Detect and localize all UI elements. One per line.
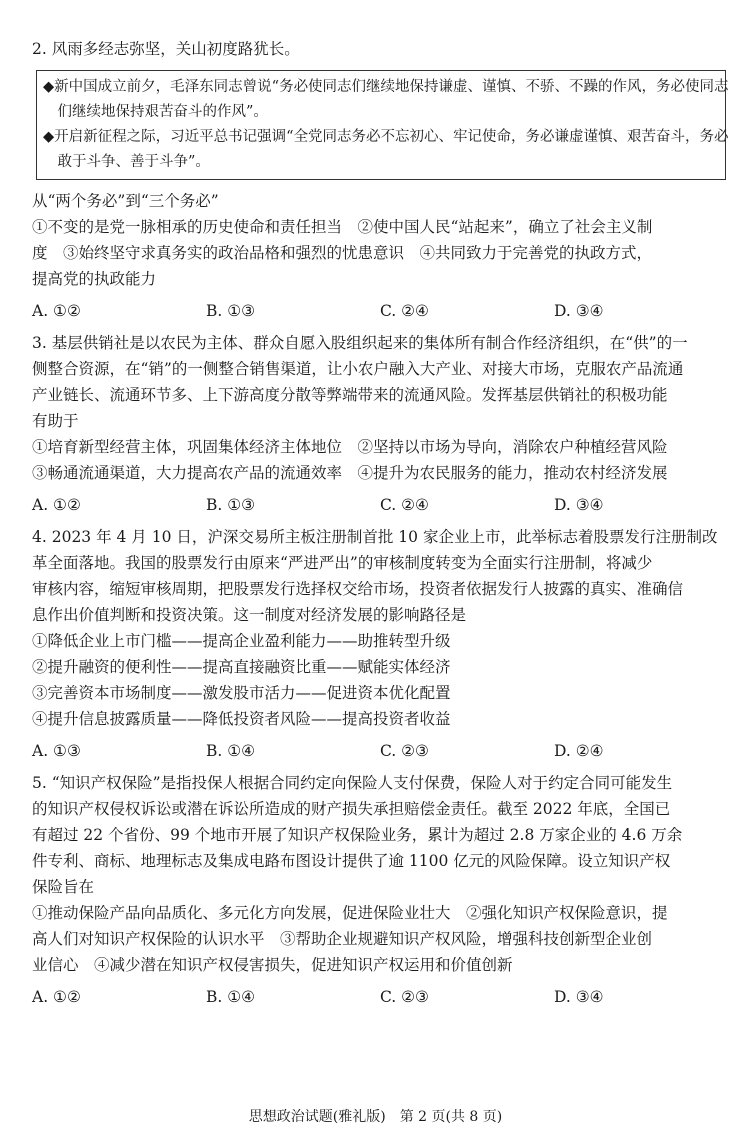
question-4-option: ①降低企业上市门槛——提高企业盈利能力——助推转型升级 xyxy=(32,632,451,650)
question-3-line: 产业链长、流通环节多、上下游高度分散等弊端带来的流通风险。发挥基层供销社的积极功能 xyxy=(32,386,668,404)
choice-d[interactable]: D. ③④ xyxy=(554,496,604,514)
question-4-choices xyxy=(32,738,737,766)
choice-c[interactable]: C. ②③ xyxy=(380,988,429,1006)
question-3-line: 3. 基层供销社是以农民为主体、群众自愿入股组织起来的集体所有制合作经济组织，在“供”的一 xyxy=(32,334,688,352)
choice-d[interactable]: D. ③④ xyxy=(554,988,604,1006)
question-4-option: ②提升融资的便利性——提高直接融资比重——赋能实体经济 xyxy=(32,658,451,676)
question-5-line: 5. “知识产权保险”是指投保人根据合同约定向保险人支付保费，保险人对于约定合同可能发生 xyxy=(32,774,673,792)
question-4-line: 审核内容，缩短审核周期，把股票发行选择权交给市场，投资者依据发行人披露的真实、准确信 xyxy=(32,580,684,598)
choice-c[interactable]: C. ②④ xyxy=(380,302,429,320)
question-5-option: ①推动保险产品向品质化、多元化方向发展，促进保险业壮大 ②强化知识产权保险意识，提 xyxy=(32,904,668,922)
question-5-line: 保险旨在 xyxy=(32,878,95,896)
question-4-option: ④提升信息披露质量——降低投资者风险——提高投资者收益 xyxy=(32,710,451,728)
choice-b[interactable]: B. ①④ xyxy=(206,742,256,760)
choice-c[interactable]: C. ②④ xyxy=(380,496,429,514)
question-4-line: 4. 2023 年 4 月 10 日，沪深交易所主板注册制首批 10 家企业上市，此举标志着股票发行注册制改 xyxy=(32,528,718,546)
question-2-choices xyxy=(32,298,737,326)
question-3 xyxy=(32,330,737,520)
question-5-option: 高人们对知识产权保险的认识水平 ③帮助企业规避知识产权风险，增强科技创新型企业创 xyxy=(32,930,653,948)
choice-a[interactable]: A. ①③ xyxy=(32,742,81,760)
quote-line: 敢于斗争、善于斗争”。 xyxy=(43,154,210,170)
question-4-line: 革全面落地。我国的股票发行由原来“严进严出”的审核制度转变为全面实行注册制，将减少 xyxy=(32,554,653,572)
choice-a[interactable]: A. ①② xyxy=(32,302,81,320)
question-5-line: 的知识产权侵权诉讼或潜在诉讼所造成的财产损失承担赔偿金责任。截至 2022 年底，全国已 xyxy=(32,800,671,818)
choice-b[interactable]: B. ①③ xyxy=(206,302,256,320)
page-footer: 思想政治试题(雅礼版) 第 2 页(共 8 页) xyxy=(248,1109,503,1125)
question-4 xyxy=(32,524,737,766)
quote-line: ◆开启新征程之际，习近平总书记强调“全党同志务必不忘初心、牢记使命，务必谦虚谨慎、艰苦奋斗，务必 xyxy=(43,129,729,145)
choice-b[interactable]: B. ①③ xyxy=(206,496,256,514)
question-3-line: 侧整合资源，在“销”的一侧整合销售渠道，让小农户融入大产业、对接大市场，克服农产品流通 xyxy=(32,360,684,378)
question-5-line: 有超过 22 个省份、99 个地市开展了知识产权保险业务，累计为超过 2.8 万家企业的 4.6 万余 xyxy=(32,826,683,844)
choice-a[interactable]: A. ①② xyxy=(32,496,81,514)
choice-d[interactable]: D. ②④ xyxy=(554,742,604,760)
question-2-line: ①不变的是党一脉相承的历史使命和责任担当 ②使中国人民“站起来”，确立了社会主义制 xyxy=(32,218,653,236)
question-4-line: 息作出价值判断和投资决策。这一制度对经济发展的影响路径是 xyxy=(32,606,467,624)
question-3-option: ③畅通流通渠道，大力提高农产品的流通效率 ④提升为农民服务的能力，推动农村经济发展 xyxy=(32,464,668,482)
question-5 xyxy=(32,770,737,1012)
question-4-option: ③完善资本市场制度——激发股市活力——促进资本优化配置 xyxy=(32,684,451,702)
question-5-option: 业信心 ④减少潜在知识产权侵害损失，促进知识产权运用和价值创新 xyxy=(32,956,513,974)
choice-c[interactable]: C. ②③ xyxy=(380,742,429,760)
choice-d[interactable]: D. ③④ xyxy=(554,302,604,320)
question-5-line: 件专利、商标、地理标志及集成电路布图设计提供了逾 1100 亿元的风险保障。设立知识产权 xyxy=(32,852,671,870)
quote-box xyxy=(36,70,729,180)
question-2-line: 从“两个务必”到“三个务必” xyxy=(32,192,219,210)
choice-a[interactable]: A. ①② xyxy=(32,988,81,1006)
question-2-line: 提高党的执政能力 xyxy=(32,270,157,288)
question-3-choices xyxy=(32,492,737,520)
question-2-stem: 2. 风雨多经志弥坚，关山初度路犹长。 xyxy=(32,40,300,58)
choice-b[interactable]: B. ①④ xyxy=(206,988,256,1006)
quote-line: 们继续地保持艰苦奋斗的作风”。 xyxy=(43,104,268,120)
quote-line: ◆新中国成立前夕，毛泽东同志曾说“务必使同志们继续地保持谦虚、谨慎、不骄、不躁的作风，务必使同志 xyxy=(43,79,729,95)
question-2 xyxy=(32,36,737,326)
question-5-choices xyxy=(32,984,737,1012)
question-3-option: ①培育新型经营主体，巩固集体经济主体地位 ②坚持以市场为导向，消除农户种植经营风险 xyxy=(32,438,668,456)
question-2-line: 度 ③始终坚守求真务实的政治品格和强烈的忧患意识 ④共同致力于完善党的执政方式， xyxy=(32,244,653,262)
question-3-line: 有助于 xyxy=(32,412,79,430)
